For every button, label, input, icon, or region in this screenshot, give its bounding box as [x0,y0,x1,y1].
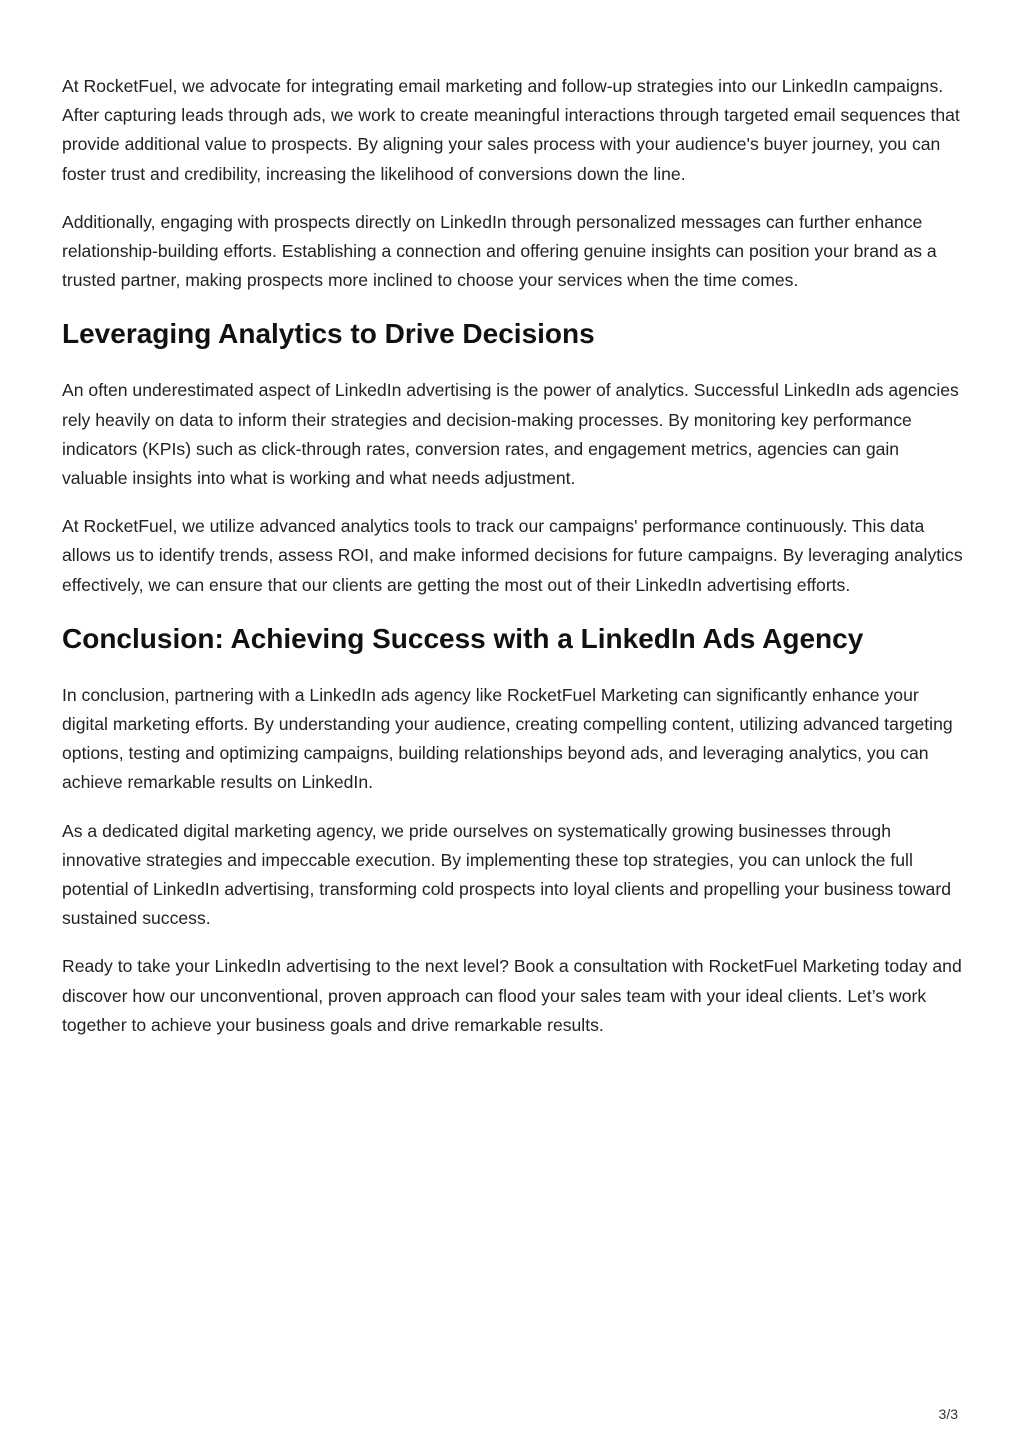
page-number: 3/3 [938,1406,958,1422]
paragraph-personalized-messages: Additionally, engaging with prospects directly on LinkedIn through personalized messages can further enhance relationship-building efforts. Establishing a connection and offering genuine insights can position your brand as a trusted partner, making prospects more inclined to choose your services when the time comes. [62,211,937,291]
paragraph-dedicated-agency: As a dedicated digital marketing agency, we pride ourselves on systematically growing businesses through innovative strategies and impeccable execution. By implementing these top strategies, you can unlock the full potential of LinkedIn advertising, transforming cold prospects into loyal clients and propelling your business toward sustained success. [62,820,951,929]
paragraph-analytics-tools: At RocketFuel, we utilize advanced analytics tools to track our campaigns' performance continuously. This data allows us to identify trends, assess ROI, and make informed decisions for future campaigns. By leveraging analytics effectively, we can ensure that our clients are getting the most out of their LinkedIn advertising efforts. [62,516,963,595]
paragraph-conclusion: In conclusion, partnering with a LinkedIn ads agency like RocketFuel Marketing can significantly enhance your digital marketing efforts. By understanding your audience, creating compelling content, utilizing advanced targeting options, testing and optimizing campaigns, building relationships beyond ads, and leveraging analytics, you can achieve remarkable results on LinkedIn. [62,684,953,793]
section-heading-conclusion: Conclusion: Achieving Success with a LinkedIn Ads Agency [62,622,864,654]
document-page [62,72,966,1059]
paragraph-call-to-action: Ready to take your LinkedIn advertising to the next level? Book a consultation with RocketFuel Marketing today and discover how our unconventional, proven approach can flood your sales team with your ideal clients. Let’s work together to achieve your business goals and drive remarkable results. [62,956,962,1035]
section-heading-analytics: Leveraging Analytics to Drive Decisions [62,318,595,350]
paragraph-analytics-intro: An often underestimated aspect of LinkedIn advertising is the power of analytics. Successful LinkedIn ads agencies rely heavily on data to inform their strategies and decision-making processes. By monitoring key performance indicators (KPIs) such as click-through rates, conversion rates, and engagement metrics, agencies can gain valuable insights into what is working and what needs adjustment. [62,380,959,489]
paragraph-email-followup: At RocketFuel, we advocate for integrating email marketing and follow-up strategies into our LinkedIn campaigns. After capturing leads through ads, we work to create meaningful interactions through targeted email sequences that provide additional value to prospects. By aligning your sales process with your audience's buyer journey, you can foster trust and credibility, increasing the likelihood of conversions down the line. [62,76,960,184]
